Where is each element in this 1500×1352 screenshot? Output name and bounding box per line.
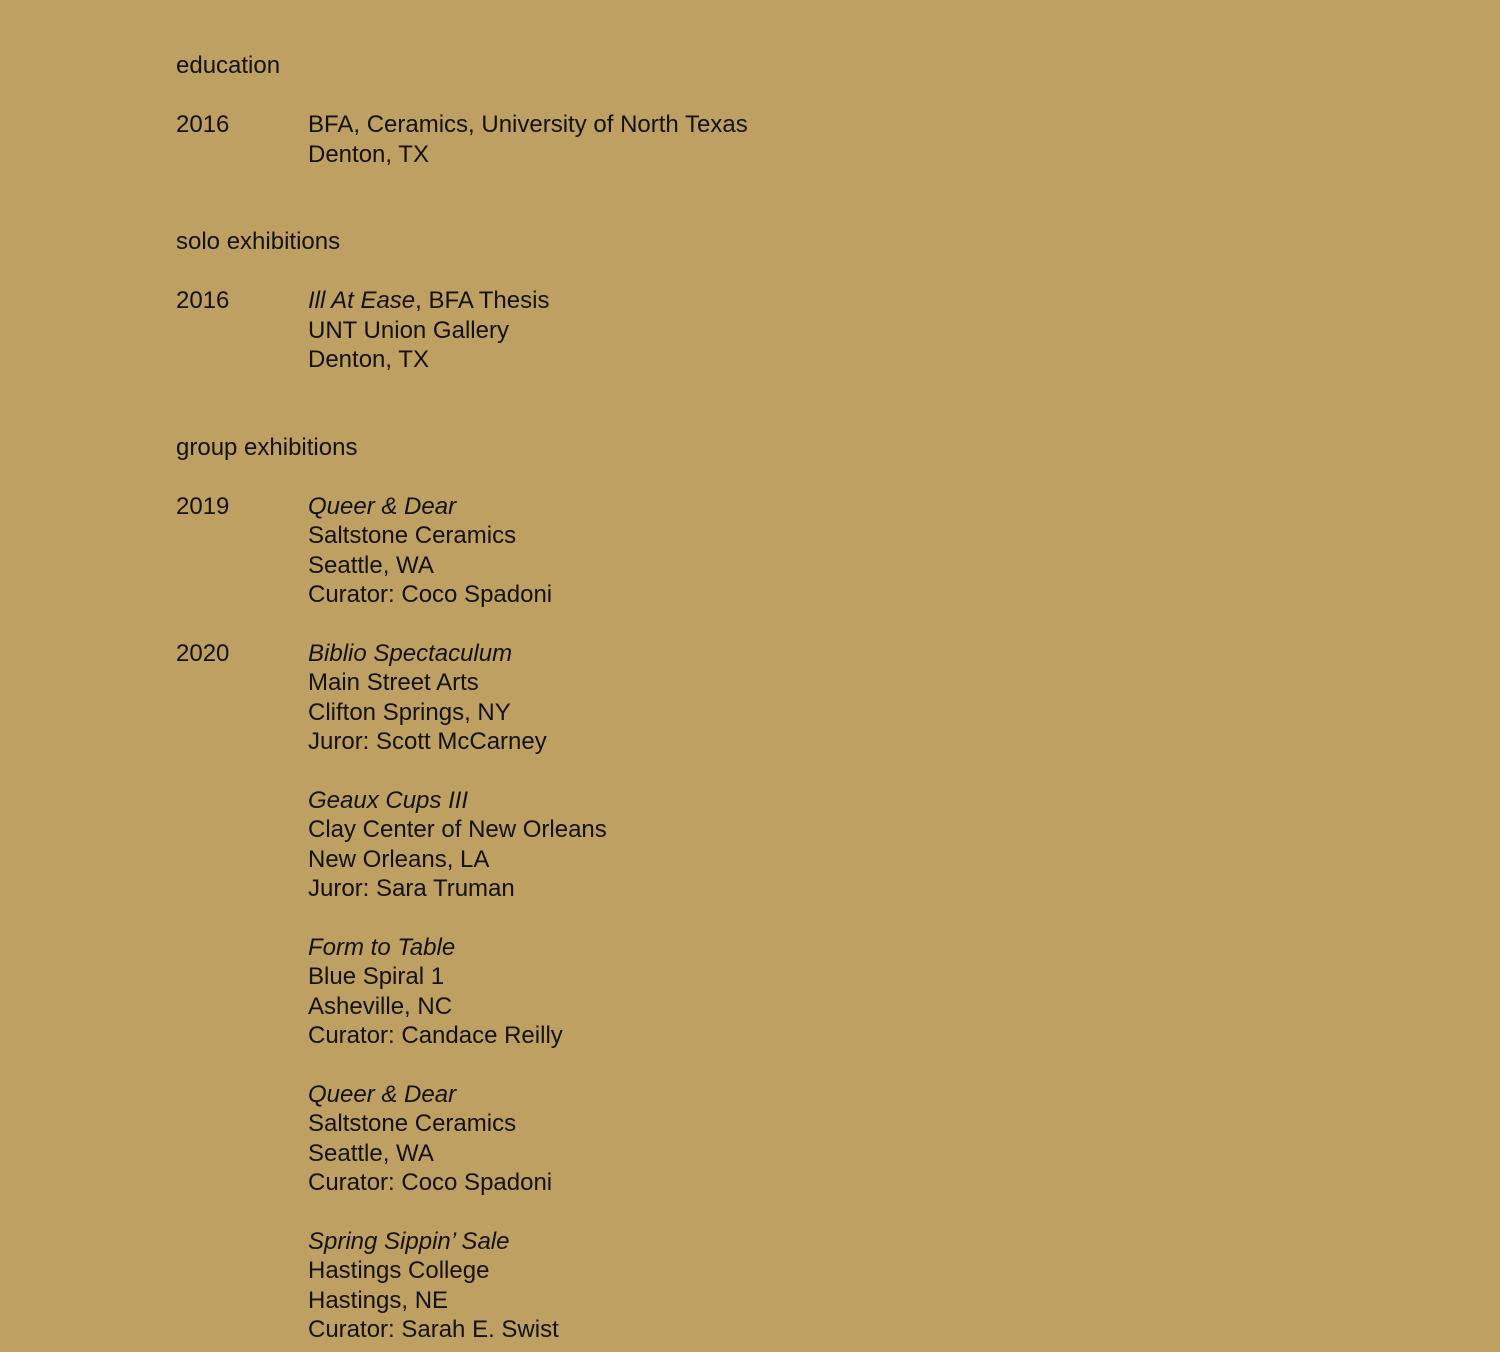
exhibition-credit: Juror: Sara Truman bbox=[308, 875, 515, 902]
exhibition-title: Geaux Cups III bbox=[308, 786, 469, 814]
entry-year: 2019 bbox=[176, 492, 230, 520]
exhibition-title-line bbox=[308, 286, 1376, 316]
degree-line: BFA, Ceramics, University of North Texas bbox=[308, 111, 748, 138]
group-year-entry bbox=[176, 492, 1376, 610]
exhibition-venue: Hastings College bbox=[308, 1257, 490, 1284]
entry-year: 2016 bbox=[176, 287, 230, 314]
education-heading: education bbox=[176, 52, 281, 79]
spacer bbox=[176, 81, 1376, 110]
exhibition-venue: Saltstone Ceramics bbox=[308, 1110, 517, 1137]
solo-exhibitions-section bbox=[176, 227, 1376, 375]
spacer bbox=[176, 169, 1376, 227]
exhibition-item bbox=[308, 786, 1376, 904]
spacer bbox=[308, 904, 1376, 933]
exhibition-title: Biblio Spectaculum bbox=[308, 639, 513, 667]
group-exhibitions-section bbox=[176, 433, 1376, 1345]
exhibition-venue: Main Street Arts bbox=[308, 669, 479, 696]
spacer bbox=[308, 757, 1376, 786]
exhibition-title: Spring Sippin’ Sale bbox=[308, 1227, 510, 1255]
exhibition-credit: Juror: Scott McCarney bbox=[308, 728, 547, 755]
exhibition-title: Queer & Dear bbox=[308, 1080, 457, 1108]
spacer bbox=[308, 1198, 1376, 1227]
exhibition-location: Denton, TX bbox=[308, 346, 429, 373]
spacer bbox=[176, 610, 1376, 639]
degree-location: Denton, TX bbox=[308, 140, 429, 168]
group-year-entry bbox=[176, 639, 1376, 1345]
exhibition-credit: Curator: Coco Spadoni bbox=[308, 581, 553, 608]
exhibition-location: Asheville, NC bbox=[308, 992, 453, 1020]
cv-page bbox=[176, 51, 1376, 1345]
exhibition-item bbox=[308, 492, 1376, 610]
exhibition-credit: Curator: Candace Reilly bbox=[308, 1022, 563, 1049]
exhibition-item bbox=[308, 1080, 1376, 1198]
solo-exhibitions-heading: solo exhibitions bbox=[176, 228, 341, 255]
spacer bbox=[308, 1051, 1376, 1080]
entry-year: 2016 bbox=[176, 111, 230, 138]
spacer bbox=[176, 375, 1376, 433]
exhibition-venue: Blue Spiral 1 bbox=[308, 963, 445, 990]
entry-details bbox=[308, 639, 1376, 1345]
exhibition-location: Seattle, WA bbox=[308, 1139, 434, 1167]
exhibition-item bbox=[308, 1227, 1376, 1345]
exhibition-venue: UNT Union Gallery bbox=[308, 316, 509, 344]
entry-details bbox=[308, 286, 1376, 375]
exhibition-location: Clifton Springs, NY bbox=[308, 698, 511, 726]
education-entry bbox=[176, 110, 1376, 169]
solo-entry bbox=[176, 286, 1376, 375]
exhibition-credit: Curator: Coco Spadoni bbox=[308, 1169, 553, 1196]
exhibition-venue: Clay Center of New Orleans bbox=[308, 816, 607, 843]
exhibition-location: Seattle, WA bbox=[308, 551, 434, 579]
exhibition-title: Ill At Ease bbox=[308, 287, 416, 314]
education-section bbox=[176, 51, 1376, 169]
entry-details bbox=[308, 492, 1376, 610]
spacer bbox=[176, 463, 1376, 492]
exhibition-title: Form to Table bbox=[308, 933, 456, 961]
exhibition-credit: Curator: Sarah E. Swist bbox=[308, 1316, 559, 1343]
exhibition-location: New Orleans, LA bbox=[308, 845, 490, 873]
entry-details bbox=[308, 110, 1376, 169]
exhibition-title: Queer & Dear bbox=[308, 492, 457, 520]
entry-year: 2020 bbox=[176, 639, 230, 667]
exhibition-location: Hastings, NE bbox=[308, 1286, 449, 1314]
exhibition-venue: Saltstone Ceramics bbox=[308, 522, 517, 549]
exhibition-title-suffix: , BFA Thesis bbox=[415, 287, 550, 314]
exhibition-item bbox=[308, 639, 1376, 757]
exhibition-item bbox=[308, 933, 1376, 1051]
group-exhibitions-heading: group exhibitions bbox=[176, 433, 358, 461]
spacer bbox=[176, 257, 1376, 286]
